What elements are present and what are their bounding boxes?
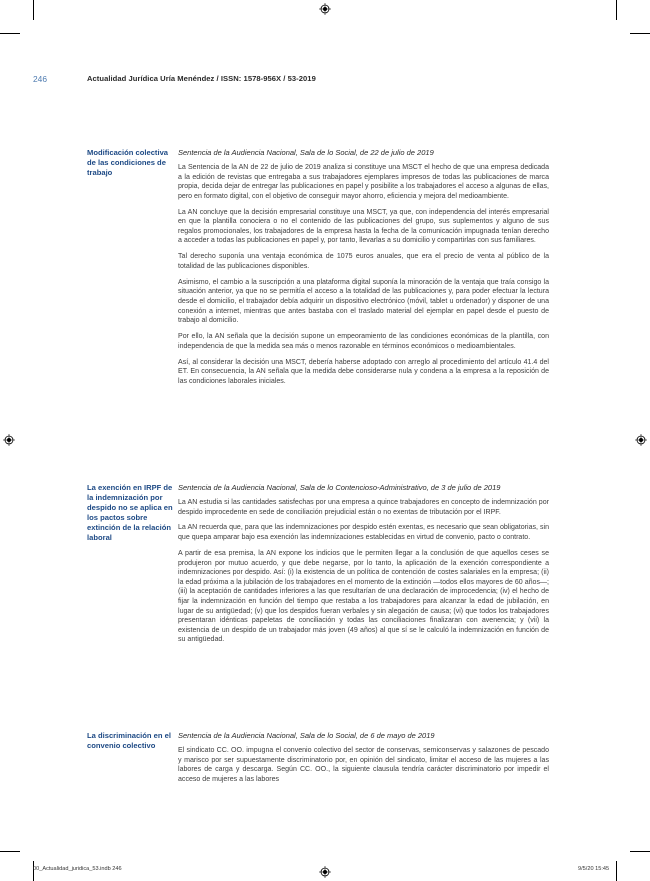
paragraph: Tal derecho suponía una ventaja económica de 1075 euros anuales, que era el precio de venta al público de la totalidad de las publicaciones disponibles. [178,253,549,270]
section-body [178,483,549,645]
registration-mark-icon [3,434,15,446]
paragraph: Por ello, la AN señala que la decisión supone un empeoramiento de las condiciones económicas de la plantilla, con independencia de que la medida sea más o menos razonable en términos económicos o medioambientales. [178,333,549,350]
paragraph: La AN estudia si las cantidades satisfechas por una empresa a quince trabajadores en concepto de indemnización por despido improcedente en sede de conciliación prejudicial están o no exentas de tributación por el IRPF. [178,499,549,516]
crop-mark [616,0,617,20]
crop-mark [33,0,34,20]
crop-mark [0,851,20,852]
section-body [178,731,549,784]
case-title: Sentencia de la Audiencia Nacional, Sala de lo Social, de 6 de mayo de 2019 [178,731,435,740]
paragraph: A partir de esa premisa, la AN expone los indicios que le permiten llegar a la conclusión de que aquellos ceses se produjeron por mutuo acuerdo, y que debe negarse, por lo tanto, la aplicación de la exención correspondiente a indemnizaciones por despido. Así: (i) la existencia de un política de contención de costes salariales en la empresa; (ii) la edad próxima a la jubilación de los trabajadores en el momento de la extinción —todos ellos mayores de 60 años—; (iii) la aceptación de cantidades inferiores a las que resultarían de una declaración de improcedencia; (iv) el hecho de fijar la indemnización en función del tiempo que restaba a los trabajadores para alcanzar la edad de jubilación, en lugar de su antigüedad; (v) que los despidos fueran verbales y sin alegación de causa; (vi) que todos los trabajadores presentaran idénticas papeletas de conciliación y todas las conciliaciones finalizaran con avenencia; y (vii) la existencia de un despido de un trabajador más joven (49 años) al que sí se le calculó la indemnización en función de su antigüedad. [178,549,549,644]
paragraph: La AN recuerda que, para que las indemnizaciones por despido estén exentas, es necesario que sean obligatorias, sin que quepa amparar bajo esa exención las indemnizaciones establecidas en virtud de convenio, pacto o contrato. [178,524,549,542]
case-title: Sentencia de la Audiencia Nacional, Sala de lo Social, de 22 de julio de 2019 [178,148,434,157]
section-body [178,148,549,386]
registration-mark-icon [635,434,647,446]
registration-mark-icon [319,3,331,15]
paragraph: La Sentencia de la AN de 22 de julio de 2019 analiza si constituye una MSCT el hecho de que una empresa dedicada a la edición de revistas que entregaba a sus trabajadores ejemplares impresos de todas las publicaciones de marca propia, decida dejar de entregar las publicaciones en papel y posibilite a los trabajadores el acceso a algunas de ellas, pero en formato digital, con el objetivo de conseguir mayor ahorro, eficiencia y mejora del medioambiente. [178,164,549,200]
page-number: 246 [33,74,47,84]
crop-mark [616,861,617,881]
crop-mark [630,33,650,34]
side-label: Modificación colectiva de las condiciones de trabajo [87,148,169,178]
crop-mark [630,851,650,852]
crop-mark [0,33,20,34]
registration-mark-icon [319,866,331,878]
paragraph: El sindicato CC. OO. impugna el convenio colectivo del sector de conservas, semiconservas y salazones de pescado y marisco por ser supuestamente discriminatorio por, en opinión del sindicato, limitar el acceso de las mujeres a las labores de carga y descarga. Según CC. OO., la siguiente clausula tendría carácter discriminatorio por impedir el acceso de mujeres a las labores [178,747,549,783]
paragraph: Asimismo, el cambio a la suscripción a una plataforma digital suponía la minoración de la ventaja que traía consigo la situación anterior, ya que no se permitía el acceso a la totalidad de las publicaciones y, para poder efectuar la lectura desde el domicilio, el trabajador debía adquirir un dispositivo electrónico (móvil, tablet u ordenador) y disponer de una conexión a internet, mientras que antes bastaba con el traslado material del ejemplar en papel desde el puesto de trabajo al domicilio. [178,278,549,325]
paragraph: Así, al considerar la decisión una MSCT, debería haberse adoptado con arreglo al procedimiento del artículo 41.4 del ET. En consecuencia, la AN señala que la medida debe considerarse nula y condena a la empresa a la reposición de las condiciones laborales iniciales. [178,358,549,385]
date-slug: 9/5/20 15:45 [578,866,610,872]
running-head: Actualidad Jurídica Uría Menéndez / ISSN: 1578-956X / 53-2019 [87,74,316,83]
side-label: La exención en IRPF de la indemnización por despido no se aplica en los pactos sobre extinción de la relación laboral [87,483,173,543]
case-title: Sentencia de la Audiencia Nacional, Sala de lo Contencioso-Administrativo, de 3 de julio de 2019 [178,483,501,492]
paragraph: La AN concluye que la decisión empresarial constituye una MSCT, ya que, con independencia del interés empresarial en que la plantilla conociera o no el contenido de las publicaciones del grupo, sus suplementos y alguno de sus regalos promocionales, los trabajadores de la empresa hasta la fecha de la comunicación impugnada tenían derecho a acceder a todas las publicaciones en papel y, por tanto, llevarlas a su domicilio y compartirlas con sus familiares. [178,208,549,245]
file-slug: 00_Actualidad_juridica_53.indb 246 [33,866,122,872]
side-label: La discriminación en el convenio colectivo [87,731,171,751]
